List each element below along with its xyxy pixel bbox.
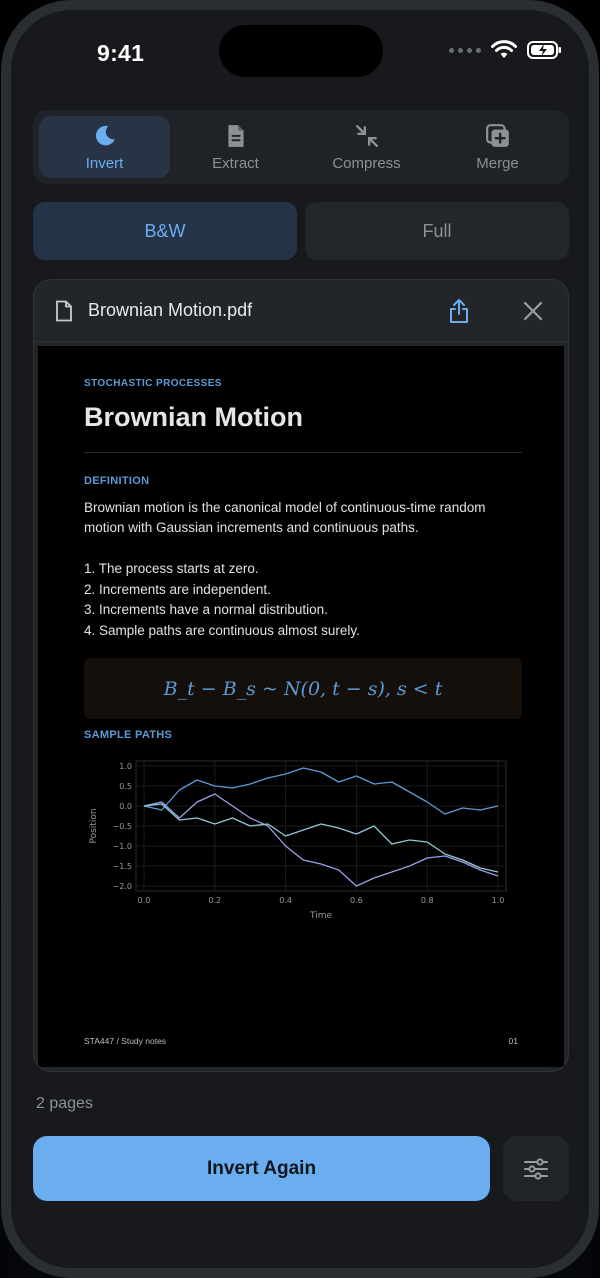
tab-compress-label: Compress: [332, 154, 401, 172]
compress-arrows-icon: [354, 123, 380, 149]
close-icon: [523, 301, 543, 321]
share-button[interactable]: [444, 296, 474, 326]
adjustments-button[interactable]: [503, 1136, 569, 1201]
tab-extract-label: Extract: [212, 154, 259, 172]
tab-extract[interactable]: [170, 116, 301, 178]
list-item: 3. Increments have a normal distribution.: [84, 602, 328, 617]
tab-merge[interactable]: [432, 116, 563, 178]
x-axis-label: Time: [309, 911, 333, 921]
invert-again-button[interactable]: Invert Again: [33, 1136, 490, 1201]
pages-count: 2 pages: [36, 1095, 93, 1112]
y-tick-label: 1.0: [119, 762, 132, 771]
sample-paths-chart: [84, 751, 514, 921]
series-line-2: [144, 794, 498, 886]
list-item: 2. Increments are independent.: [84, 581, 271, 597]
y-axis-label: Position: [89, 808, 99, 844]
page-number: 01: [508, 1036, 518, 1046]
file-icon: [54, 300, 74, 322]
battery-charging-icon: [527, 40, 563, 60]
tab-invert[interactable]: [39, 116, 170, 178]
list-item: 4. Sample paths are continuous almost surely.: [84, 622, 360, 638]
y-tick-label: −1.0: [112, 842, 132, 851]
formula-text: B_t − B_s ~ N(0, t − s), s < t: [163, 677, 443, 700]
sliders-icon: [523, 1157, 549, 1181]
signal-dots-icon: [449, 48, 481, 53]
definition-heading: DEFINITION: [84, 475, 150, 487]
y-tick-label: −1.5: [112, 862, 132, 871]
property-list: [84, 559, 360, 641]
definition-text: Brownian motion is the canonical model of continuous-time random motion with Gaussian increments and continuous paths.: [84, 500, 486, 535]
tab-invert-label: Invert: [85, 154, 124, 172]
status-icons: [449, 40, 563, 60]
x-tick-label: 1.0: [491, 896, 505, 905]
merge-stack-icon: [485, 123, 511, 149]
viewer-header: [34, 280, 568, 342]
status-time: 9:41: [97, 40, 145, 66]
list-item: 1. The process starts at zero.: [84, 561, 259, 576]
y-tick-label: 0.5: [119, 782, 132, 791]
title-divider: [84, 452, 522, 453]
tab-compress[interactable]: [301, 116, 432, 178]
pdf-viewer: [33, 279, 569, 1072]
tab-merge-label: Merge: [476, 154, 519, 172]
phone-frame: [1, 0, 599, 1278]
page-footer-left: STA447 / Study notes: [84, 1036, 167, 1046]
moon-icon: [92, 123, 118, 149]
y-tick-label: −0.5: [112, 822, 132, 831]
x-tick-label: 0.0: [137, 896, 151, 905]
x-tick-label: 0.6: [350, 896, 363, 905]
document-icon: [223, 123, 249, 149]
sample-paths-heading: SAMPLE PATHS: [84, 729, 173, 741]
pdf-page: [38, 346, 564, 1067]
mode-bw-button[interactable]: B&W: [33, 202, 297, 260]
mode-full-button[interactable]: Full: [305, 202, 569, 260]
page-title: Brownian Motion: [84, 402, 303, 432]
formula-box: [84, 658, 522, 719]
screen: [11, 10, 589, 1268]
dynamic-island: [219, 25, 383, 77]
x-tick-label: 0.2: [208, 896, 222, 905]
series-line-1: [144, 768, 498, 814]
y-tick-label: −2.0: [112, 882, 132, 891]
x-tick-label: 0.8: [420, 896, 434, 905]
wifi-icon: [491, 40, 517, 60]
mode-toggle: [33, 202, 569, 260]
share-icon: [448, 298, 470, 324]
y-tick-label: 0.0: [119, 802, 132, 811]
x-tick-label: 0.4: [279, 896, 292, 905]
file-name: Brownian Motion.pdf: [88, 300, 253, 320]
page-eyebrow: STOCHASTIC PROCESSES: [84, 378, 222, 389]
close-button[interactable]: [518, 296, 548, 326]
tool-tabs: [33, 110, 569, 184]
